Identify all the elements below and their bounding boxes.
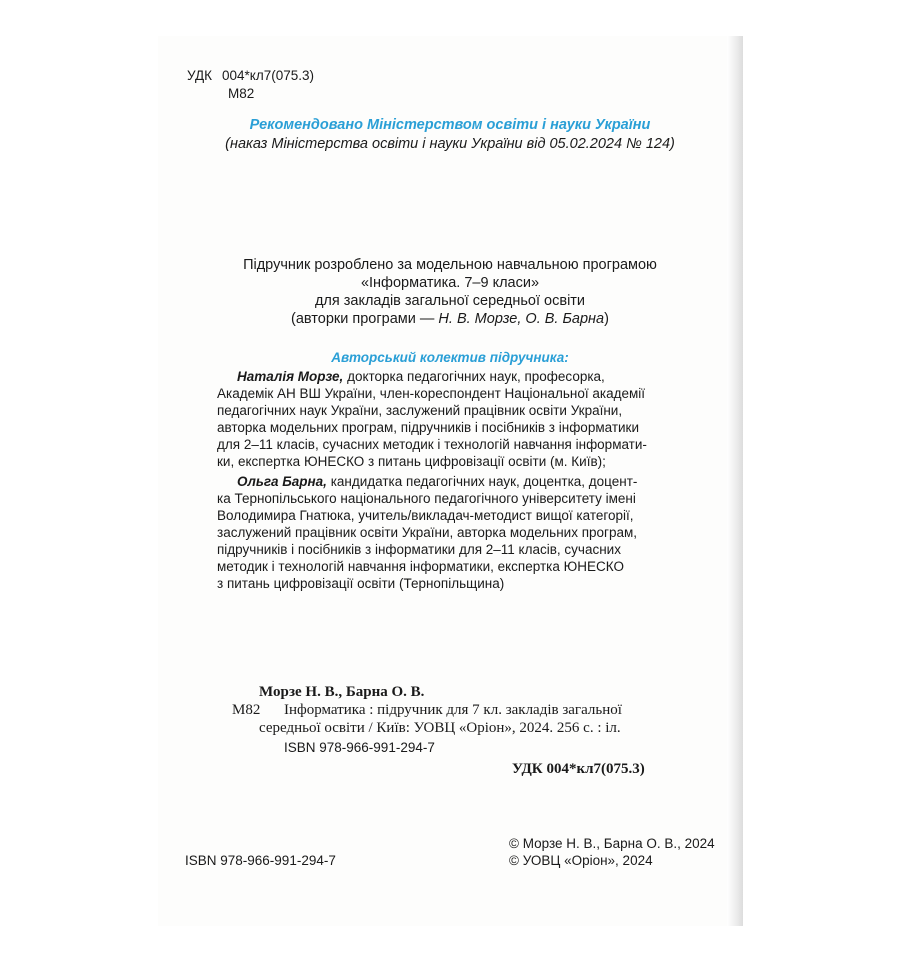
copyright-publisher: © УОВЦ «Оріон», 2024	[509, 853, 653, 868]
program-line-3: для закладів загальної середньої освіти	[314, 293, 586, 309]
author2-text-0: кандидатка педагогічних наук, доцентка, доцент-	[326, 474, 638, 489]
author1-line-5: ки, експертка ЮНЕСКО з питань цифровізації освіти (м. Київ);	[217, 454, 606, 469]
recommendation-order: (наказ Міністерства освіти і науки України від 05.02.2024 № 124)	[225, 136, 675, 152]
program-authors-suffix: )	[604, 311, 609, 327]
author1-line-3: авторка модельних програм, підручників і посібників з інформатики	[217, 420, 639, 435]
author1-line-0	[237, 369, 605, 385]
author1-line-2: педагогічних наук України, заслужений працівник освіти України,	[217, 403, 623, 418]
page-edge	[727, 36, 743, 926]
udk-label: УДК	[187, 68, 212, 83]
udk-line	[187, 68, 314, 84]
udk-shelf-code: М82	[228, 86, 255, 101]
authors-heading: Авторський колектив підручника:	[331, 350, 569, 365]
bib-shelf-code: М82	[232, 702, 261, 718]
author2-line-6: з питань цифровізації освіти (Тернопільщина)	[217, 576, 505, 591]
author2-line-0	[237, 474, 637, 490]
bib-line-1: Інформатика : підручник для 7 кл. закладів загальної	[284, 702, 622, 718]
program-line-2: «Інформатика. 7–9 класи»	[360, 275, 540, 291]
program-authors-prefix: (авторки програми —	[291, 311, 439, 327]
author2-line-3: заслужений працівник освіти України, авторка модельних програм,	[217, 525, 638, 540]
author2-line-4: підручників і посібників з інформатики для 2–11 класів, сучасних	[217, 542, 621, 557]
bib-udk: УДК 004*кл7(075.3)	[512, 761, 645, 777]
author1-name: Наталія Морзе,	[237, 369, 344, 384]
author2-line-5: методик і технологій навчання інформатики, експертка ЮНЕСКО	[217, 559, 624, 574]
author1-line-4: для 2–11 класів, сучасних методик і технологій навчання інформати-	[217, 437, 647, 452]
author1-line-1: Академік АН ВШ України, член-кореспондент Національної академії	[217, 386, 646, 401]
author2-line-2: Володимира Гнатюка, учитель/викладач-методист вищої категорії,	[217, 508, 634, 523]
program-authors	[160, 310, 740, 328]
footer-isbn: ISBN 978-966-991-294-7	[185, 853, 336, 868]
bib-isbn: ISBN 978-966-991-294-7	[284, 740, 435, 755]
udk-code: 004*кл7(075.3)	[221, 68, 314, 83]
recommendation-title: Рекомендовано Міністерством освіти і науки України	[249, 117, 651, 133]
bib-authors: Морзе Н. В., Барна О. В.	[259, 684, 425, 700]
copyright-authors: © Морзе Н. В., Барна О. В., 2024	[509, 836, 715, 851]
bib-line-2: середньої освіти / Київ: УОВЦ «Оріон», 2024. 256 с. : іл.	[259, 720, 621, 736]
author2-name: Ольга Барна,	[237, 474, 327, 489]
program-authors-names: Н. В. Морзе, О. В. Барна	[438, 311, 605, 327]
program-line-1: Підручник розроблено за модельною навчальною програмою	[243, 257, 657, 273]
author2-line-1: ка Тернопільського національного педагогічного університету імені	[217, 491, 636, 506]
author1-text-0: докторка педагогічних наук, професорка,	[343, 369, 605, 384]
